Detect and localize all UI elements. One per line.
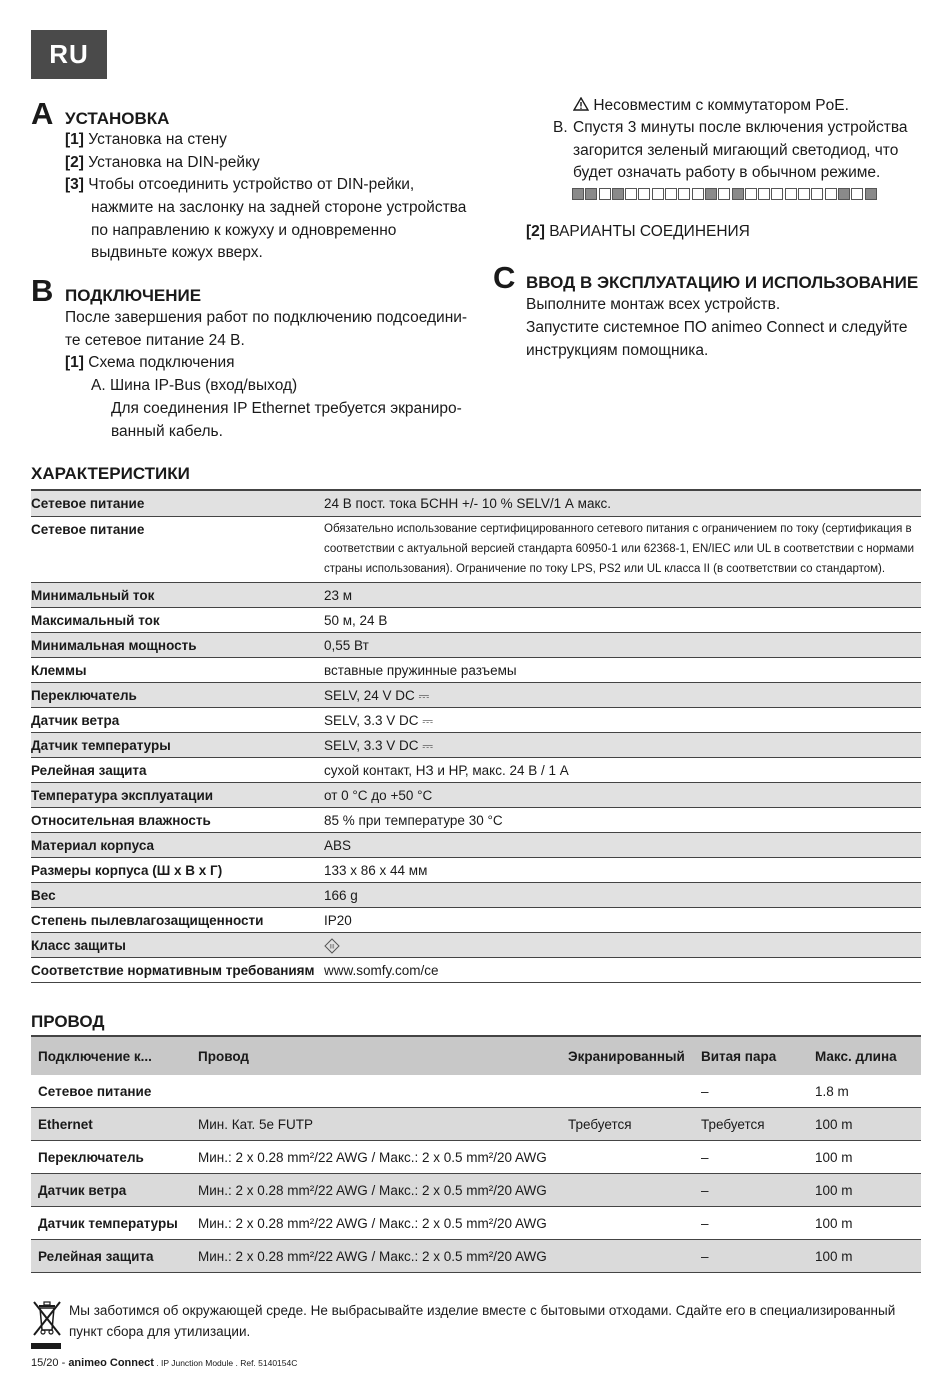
- cable-connect-to: Ethernet: [31, 1108, 191, 1141]
- spec-value: 85 % при температуре 30 °C: [324, 807, 921, 832]
- led-sub-b-line-1: Спустя 3 минуты после включения устройства: [573, 119, 908, 136]
- spec-value: сухой контакт, НЗ и НР, макс. 24 В / 1 А: [324, 757, 921, 782]
- connection-sub-a: [91, 378, 297, 394]
- item-text: Установка на DIN-рейку: [88, 154, 260, 171]
- page-number: 15/20: [31, 1357, 59, 1369]
- led-step: [638, 188, 650, 200]
- footer-brand: animeo Connect: [68, 1357, 154, 1369]
- led-step: [732, 188, 744, 200]
- spec-label: Вес: [31, 882, 324, 907]
- connection-variants: [526, 224, 750, 240]
- spec-label: Температура эксплуатации: [31, 782, 324, 807]
- install-item-2: [65, 155, 260, 171]
- cable-connect-to: Переключатель: [31, 1141, 191, 1174]
- spec-value: SELV, 3.3 V DC ⎓: [324, 707, 921, 732]
- spec-value: Обязательно использование сертифицированного сетевого питания с ограничением по току (сертификация в соответствии с актуальной версией стандарта 60950-1 или 62368-1, EN/IEC или UL в соответствии с нормами страны использования). Ограничение по току LPS, PS2 или UL класса II (в соответствии со стандартом).: [324, 516, 921, 582]
- led-step: [585, 188, 597, 200]
- spec-row: [31, 907, 921, 932]
- spec-label: Материал корпуса: [31, 832, 324, 857]
- cable-shielded: [561, 1075, 694, 1108]
- item-number: [1]: [65, 354, 84, 371]
- item-text: Схема подключения: [88, 354, 235, 371]
- led-step: [825, 188, 837, 200]
- col-header: Провод: [191, 1036, 561, 1075]
- sub-text: Шина IP-Bus (вход/выход): [109, 377, 298, 394]
- led-sub-b-line-2: загорится зеленый мигающий светодиод, что: [573, 142, 899, 159]
- col-header: Подключение к...: [31, 1036, 191, 1075]
- spec-value: SELV, 24 V DC ⎓: [324, 682, 921, 707]
- spec-label: Клеммы: [31, 657, 324, 682]
- cable-shielded: [561, 1240, 694, 1273]
- col-header: Витая пара: [694, 1036, 808, 1075]
- item-text: Чтобы отсоединить устройство от DIN-рейки,: [88, 176, 415, 193]
- section-c-title: ВВОД В ЭКСПЛУАТАЦИЮ И ИСПОЛЬЗОВАНИЕ: [526, 273, 919, 292]
- led-step: [865, 188, 877, 200]
- cable-shielded: [561, 1207, 694, 1240]
- cable-shielded: Требуется: [561, 1108, 694, 1141]
- environment-note: Мы заботимся об окружающей среде. Не выбрасывайте изделие вместе с бытовыми отходами. Сдайте его в специализированный пункт сбора для утилизации.: [69, 1303, 896, 1339]
- cable-row: [31, 1075, 921, 1108]
- led-step: [599, 188, 611, 200]
- item-number: [2]: [65, 154, 84, 171]
- cable-max-length: 1.8 m: [808, 1075, 921, 1108]
- cable-wire: Мин. Кат. 5e FUTP: [191, 1108, 561, 1141]
- cable-row: [31, 1141, 921, 1174]
- install-item-3-line-2: нажмите на заслонку на задней стороне устройства: [91, 199, 467, 216]
- led-step: [798, 188, 810, 200]
- specs-table: [31, 489, 921, 983]
- spec-label: Релейная защита: [31, 757, 324, 782]
- spec-value: www.somfy.com/ce: [324, 957, 921, 982]
- cable-twisted-pair: Требуется: [694, 1108, 808, 1141]
- spec-label: Относительная влажность: [31, 807, 324, 832]
- spec-label: Класс защиты: [31, 932, 324, 957]
- led-step: [838, 188, 850, 200]
- spec-label: Степень пылевлагозащищенности: [31, 907, 324, 932]
- commissioning-line-1: Выполните монтаж всех устройств.: [526, 296, 781, 313]
- led-step: [652, 188, 664, 200]
- spec-value: ABS: [324, 832, 921, 857]
- led-step: [785, 188, 797, 200]
- spec-value: 23 м: [324, 582, 921, 607]
- spec-row: [31, 807, 921, 832]
- led-step: [625, 188, 637, 200]
- cable-twisted-pair: –: [694, 1075, 808, 1108]
- cable-table: [31, 1035, 921, 1273]
- cable-row: [31, 1207, 921, 1240]
- cable-twisted-pair: –: [694, 1240, 808, 1273]
- led-sub-b-line-3: будет означать работу в обычном режиме.: [573, 164, 881, 181]
- spec-row: [31, 607, 921, 632]
- footer-ref: . IP Junction Module . Ref. 5140154C: [153, 1358, 298, 1368]
- spec-row: [31, 932, 921, 957]
- col-header: Макс. длина: [808, 1036, 921, 1075]
- class-iii-protection-icon: [324, 938, 340, 954]
- item-text: Установка на стену: [88, 131, 227, 148]
- connection-intro-line-1: После завершения работ по подключению подсоедини-: [65, 309, 468, 326]
- led-step: [745, 188, 757, 200]
- spec-row: [31, 832, 921, 857]
- spec-row: [31, 957, 921, 982]
- install-item-3-line-3: по направлению к кожуху и одновременно: [91, 222, 397, 239]
- cable-wire: [191, 1075, 561, 1108]
- page-footer: [31, 1357, 297, 1369]
- spec-value: вставные пружинные разъемы: [324, 657, 921, 682]
- spec-row: [31, 882, 921, 907]
- cable-shielded: [561, 1174, 694, 1207]
- led-step: [718, 188, 730, 200]
- section-b-letter: B: [31, 273, 54, 308]
- cable-max-length: 100 m: [808, 1207, 921, 1240]
- led-step: [771, 188, 783, 200]
- col-header: Экранированный: [561, 1036, 694, 1075]
- spec-row: [31, 657, 921, 682]
- item-number: [1]: [65, 131, 84, 148]
- cable-max-length: 100 m: [808, 1108, 921, 1141]
- spec-label: Сетевое питание: [31, 490, 324, 516]
- led-step: [705, 188, 717, 200]
- spec-row: [31, 582, 921, 607]
- spec-row: [31, 782, 921, 807]
- cable-wire: Мин.: 2 x 0.28 mm²/22 AWG / Макс.: 2 x 0.5 mm²/20 AWG: [191, 1174, 561, 1207]
- weee-bin-icon: [30, 1299, 64, 1339]
- install-item-3-line-4: выдвиньте кожух вверх.: [91, 244, 263, 261]
- cable-wire: Мин.: 2 x 0.28 mm²/22 AWG / Макс.: 2 x 0.5 mm²/20 AWG: [191, 1141, 561, 1174]
- cable-wire: Мин.: 2 x 0.28 mm²/22 AWG / Макс.: 2 x 0.5 mm²/20 AWG: [191, 1207, 561, 1240]
- cable-twisted-pair: –: [694, 1207, 808, 1240]
- commissioning-line-2: Запустите системное ПО animeo Connect и следуйте: [526, 319, 908, 336]
- cable-shielded: [561, 1141, 694, 1174]
- cable-connect-to: Датчик ветра: [31, 1174, 191, 1207]
- item-number: [2]: [526, 223, 545, 240]
- warning-icon: [573, 97, 589, 111]
- item-text: ВАРИАНТЫ СОЕДИНЕНИЯ: [549, 223, 750, 240]
- cable-twisted-pair: –: [694, 1174, 808, 1207]
- cable-connect-to: Сетевое питание: [31, 1075, 191, 1108]
- spec-row: [31, 732, 921, 757]
- footer-bar: [31, 1343, 61, 1349]
- svg-text:III: III: [329, 943, 335, 950]
- spec-value: SELV, 3.3 V DC ⎓: [324, 732, 921, 757]
- commissioning-line-3: инструкциям помощника.: [526, 342, 709, 359]
- cable-max-length: 100 m: [808, 1240, 921, 1273]
- spec-row: [31, 757, 921, 782]
- section-b-title: ПОДКЛЮЧЕНИЕ: [65, 286, 202, 305]
- item-number: [3]: [65, 176, 84, 193]
- led-step: [665, 188, 677, 200]
- spec-row: [31, 707, 921, 732]
- spec-label: Максимальный ток: [31, 607, 324, 632]
- cable-row: [31, 1240, 921, 1273]
- led-step: [612, 188, 624, 200]
- spec-value: [324, 932, 921, 957]
- spec-value: 50 м, 24 В: [324, 607, 921, 632]
- connection-item-1: [65, 355, 235, 371]
- section-a-letter: A: [31, 96, 54, 131]
- sub-label: A.: [91, 377, 106, 394]
- spec-value: от 0 °C до +50 °C: [324, 782, 921, 807]
- cable-max-length: 100 m: [808, 1141, 921, 1174]
- led-step: [692, 188, 704, 200]
- spec-label: Сетевое питание: [31, 516, 324, 582]
- spec-value: 0,55 Вт: [324, 632, 921, 657]
- cable-row: [31, 1108, 921, 1141]
- led-step: [572, 188, 584, 200]
- footer-separator: -: [58, 1357, 69, 1369]
- spec-value: IP20: [324, 907, 921, 932]
- spec-label: Датчик температуры: [31, 732, 324, 757]
- warning-text: Несовместим с коммутатором PoE.: [593, 97, 849, 114]
- cable-connect-to: Датчик температуры: [31, 1207, 191, 1240]
- section-a-title: УСТАНОВКА: [65, 109, 170, 128]
- poe-warning: [573, 97, 849, 114]
- cable-max-length: 100 m: [808, 1174, 921, 1207]
- spec-row: [31, 632, 921, 657]
- spec-label: Минимальная мощность: [31, 632, 324, 657]
- language-badge: RU: [31, 30, 107, 79]
- spec-value: 166 g: [324, 882, 921, 907]
- led-step: [758, 188, 770, 200]
- led-step: [678, 188, 690, 200]
- spec-row: [31, 682, 921, 707]
- specs-title: ХАРАКТЕРИСТИКИ: [31, 464, 190, 483]
- cable-twisted-pair: –: [694, 1141, 808, 1174]
- led-blink-pattern: [572, 188, 878, 200]
- cable-connect-to: Релейная защита: [31, 1240, 191, 1273]
- led-sub-b-label: B.: [553, 119, 568, 136]
- section-c-letter: C: [493, 260, 516, 295]
- spec-value: 24 В пост. тока БСНН +/- 10 % SELV/1 А макс.: [324, 490, 921, 516]
- cable-title: ПРОВОД: [31, 1012, 105, 1031]
- spec-label: Соответствие нормативным требованиям: [31, 957, 324, 982]
- spec-label: Датчик ветра: [31, 707, 324, 732]
- spec-label: Переключатель: [31, 682, 324, 707]
- install-item-1: [65, 132, 227, 148]
- led-step: [811, 188, 823, 200]
- install-item-3: [65, 177, 414, 193]
- spec-label: Минимальный ток: [31, 582, 324, 607]
- connection-sub-a-desc-1: Для соединения IP Ethernet требуется экраниро-: [111, 400, 462, 417]
- spec-label: Размеры корпуса (Ш x В x Г): [31, 857, 324, 882]
- spec-value: 133 x 86 x 44 мм: [324, 857, 921, 882]
- spec-row: [31, 857, 921, 882]
- cable-header-row: [31, 1036, 921, 1075]
- connection-intro-line-2: те сетевое питание 24 В.: [65, 332, 245, 349]
- connection-sub-a-desc-2: ванный кабель.: [111, 423, 223, 440]
- spec-row: [31, 490, 921, 516]
- cable-wire: Мин.: 2 x 0.28 mm²/22 AWG / Макс.: 2 x 0.5 mm²/20 AWG: [191, 1240, 561, 1273]
- cable-row: [31, 1174, 921, 1207]
- spec-row: [31, 516, 921, 582]
- led-step: [851, 188, 863, 200]
